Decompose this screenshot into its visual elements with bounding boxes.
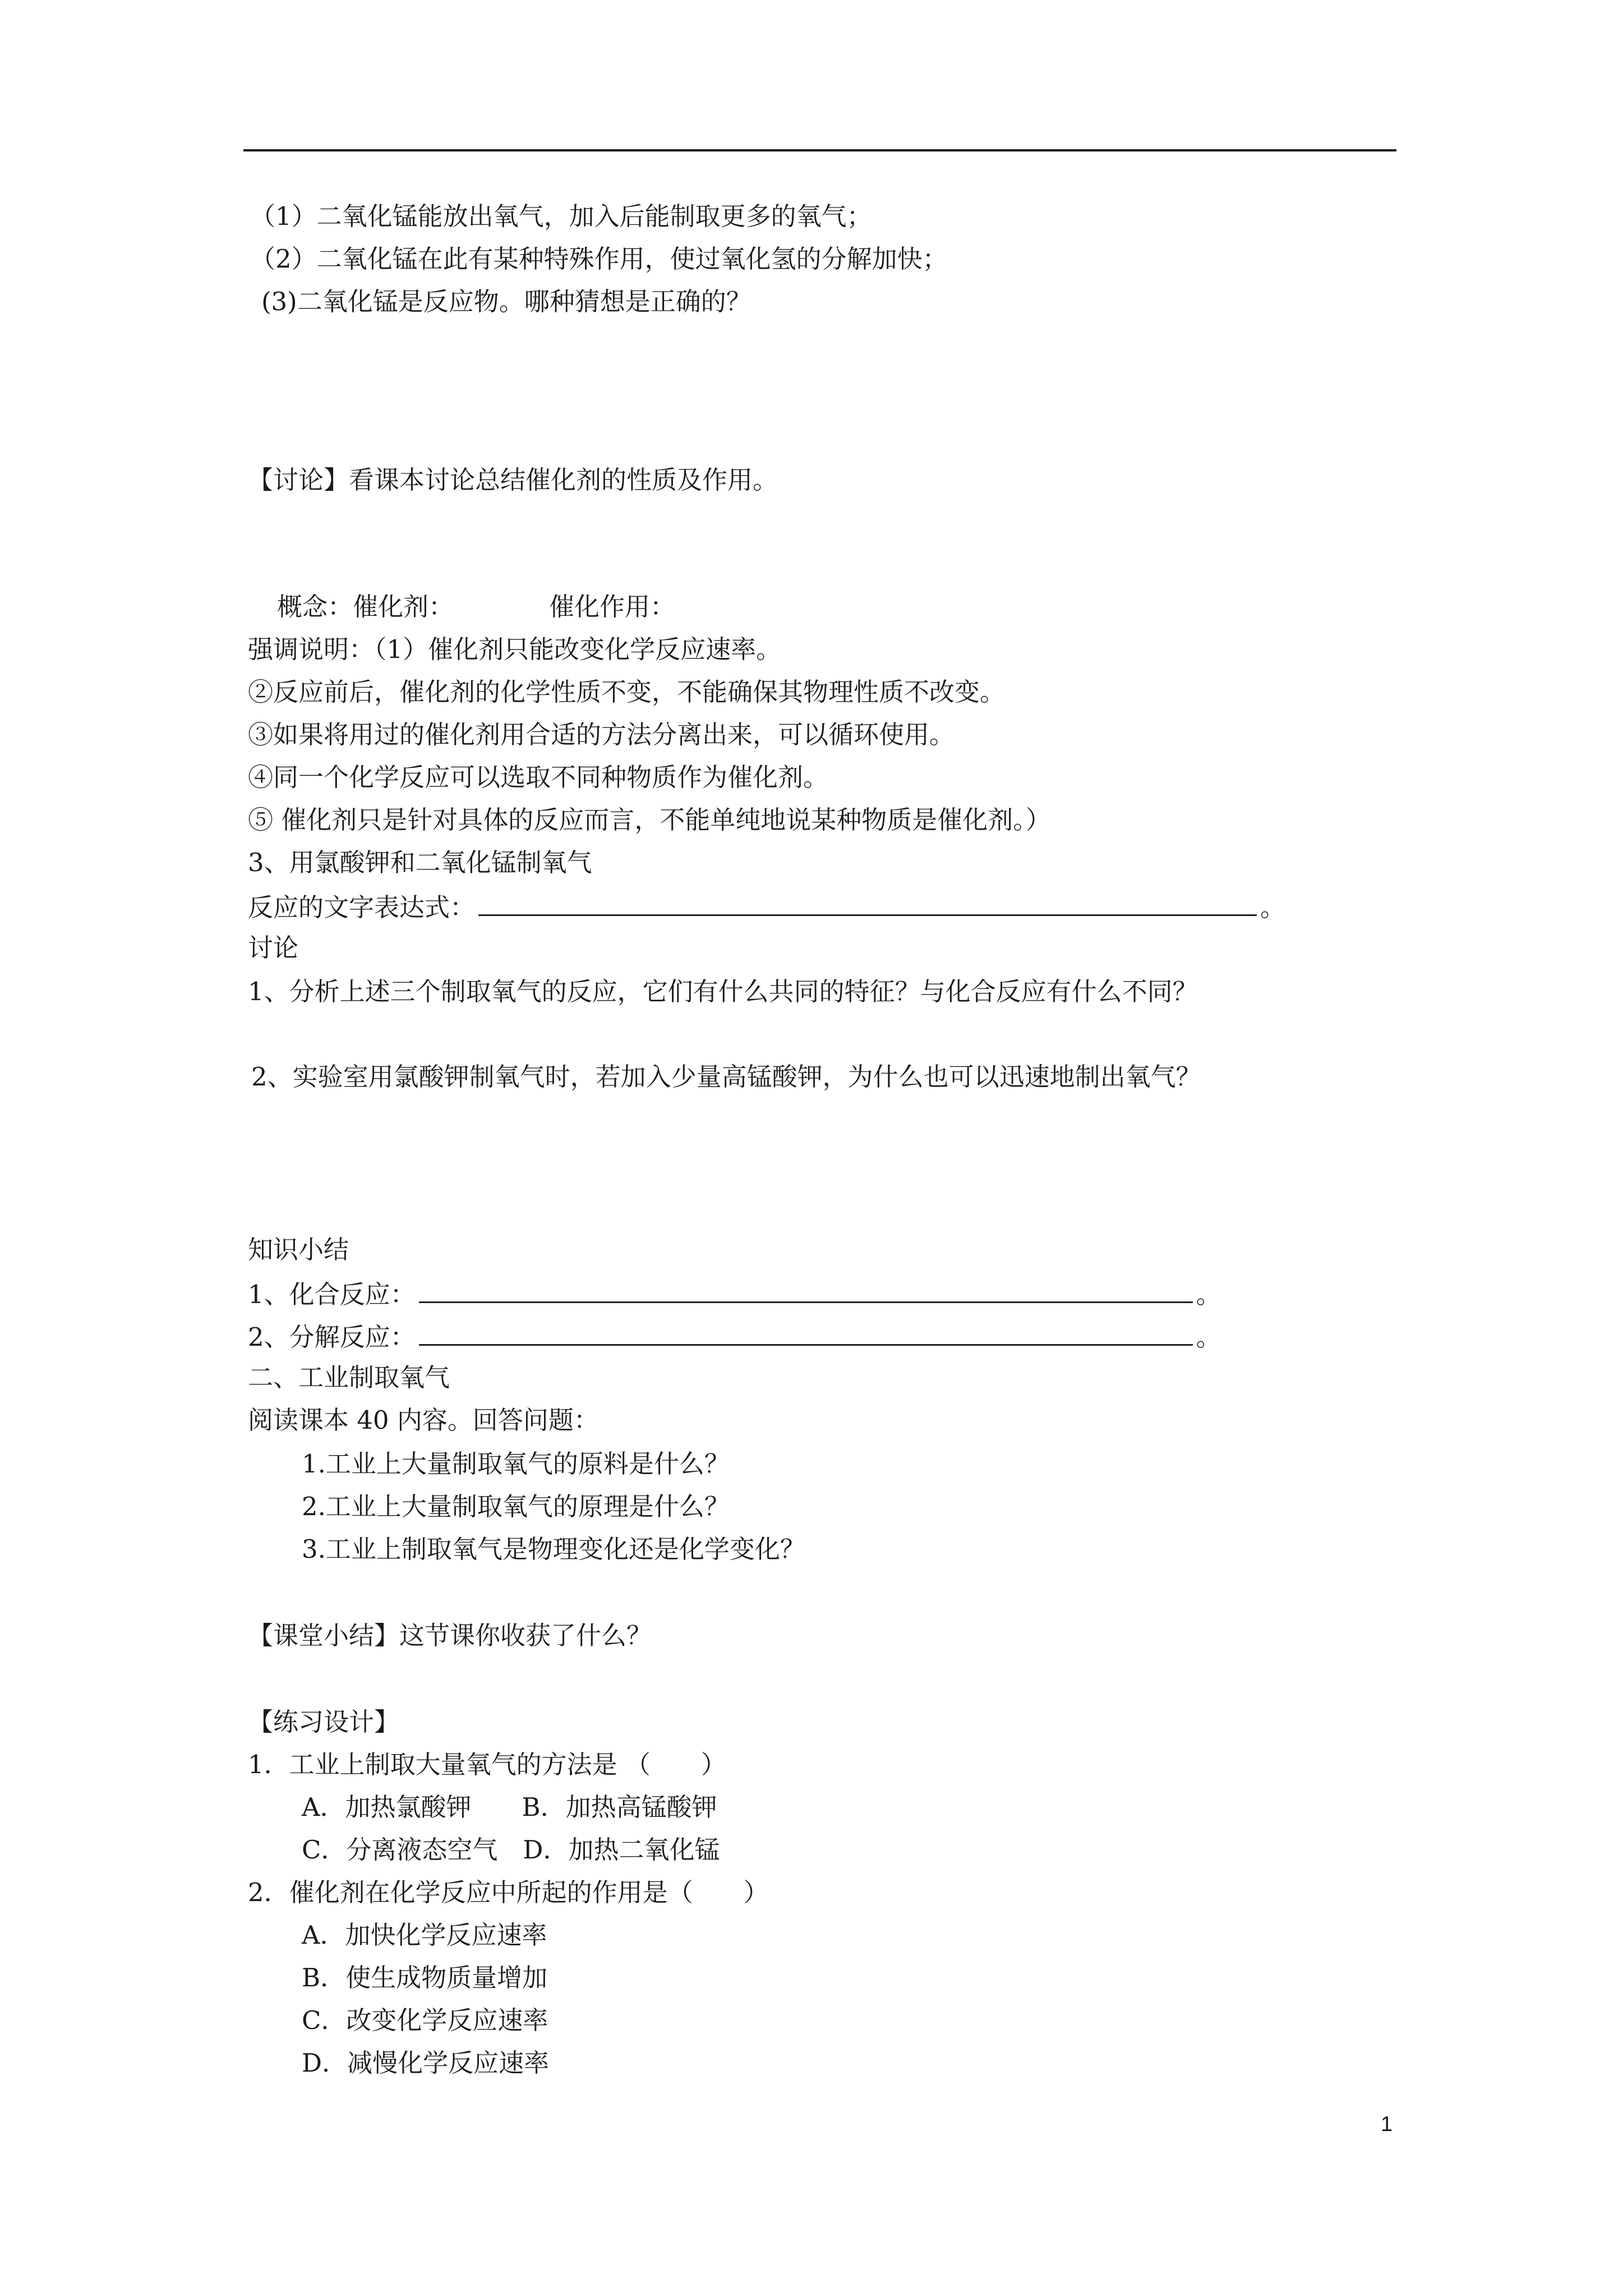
guess-2: （2）二氧化锰在此有某种特殊作用，使过氧化氢的分解加快； xyxy=(250,244,948,274)
guess-3: (3)二氧化锰是反应物。哪种猜想是正确的？ xyxy=(261,287,751,316)
discuss-question-1: 1、分析上述三个制取氧气的反应，它们有什么共同的特征？与化合反应有什么不同？ xyxy=(248,977,1198,1006)
catalysis-label: 催化作用： xyxy=(549,592,676,622)
practice-q2-option-d: D．减慢化学反应速率 xyxy=(302,2048,550,2078)
expression-blank[interactable] xyxy=(478,889,1257,916)
expression-line xyxy=(248,889,1285,924)
practice-q2-option-b: B．使生成物质量增加 xyxy=(302,1963,548,1993)
practice-q2-stem: 2．催化剂在化学反应中所起的作用是（ ） xyxy=(248,1878,769,1907)
combination-line xyxy=(248,1276,1221,1312)
class-summary: 【课堂小结】这节课你收获了什么？ xyxy=(248,1621,652,1650)
decomposition-end: 。 xyxy=(1196,1322,1221,1352)
note-4: ④同一个化学反应可以选取不同种物质作为催化剂。 xyxy=(248,762,829,792)
practice-q1-options-row2: C．分离液态空气 D．加热二氧化锰 xyxy=(302,1835,720,1865)
practice-title: 【练习设计】 xyxy=(248,1707,400,1737)
decomposition-line xyxy=(248,1318,1221,1354)
expression-label: 反应的文字表达式： xyxy=(248,892,476,922)
combination-label: 1、化合反应： xyxy=(248,1280,416,1309)
practice-q1-stem: 1．工业上制取大量氧气的方法是 （ ） xyxy=(248,1750,726,1779)
expression-end: 。 xyxy=(1260,892,1286,922)
note-1: 强调说明：（1）催化剂只能改变化学反应速率。 xyxy=(248,634,782,664)
practice-q2-option-c: C．改变化学反应速率 xyxy=(302,2005,548,2035)
discuss-question-2: 2、实验室用氯酸钾制氧气时，若加入少量高锰酸钾，为什么也可以迅速地制出氧气？ xyxy=(251,1062,1201,1092)
industrial-question-3: 3.工业上制取氧气是物理变化还是化学变化？ xyxy=(302,1534,805,1564)
catalyst-label: 催化剂： xyxy=(353,592,454,622)
industrial-intro: 阅读课本 40 内容。回答问题： xyxy=(248,1405,599,1435)
concept-line xyxy=(277,590,675,624)
industrial-title: 二、工业制取氧气 xyxy=(248,1363,450,1392)
combination-end: 。 xyxy=(1196,1280,1221,1309)
summary-title: 知识小结 xyxy=(248,1235,349,1264)
concept-label: 概念： xyxy=(277,592,353,622)
page-number: 1 xyxy=(1381,2113,1393,2136)
decomposition-blank[interactable] xyxy=(419,1318,1193,1346)
combination-blank[interactable] xyxy=(419,1276,1193,1303)
note-3: ③如果将用过的催化剂用合适的方法分离出来，可以循环使用。 xyxy=(248,720,955,749)
guess-1: （1）二氧化锰能放出氧气，加入后能制取更多的氧气； xyxy=(250,201,872,231)
discuss-title: 讨论 xyxy=(248,933,299,963)
header-rule xyxy=(243,149,1396,151)
industrial-question-2: 2.工业上大量制取氧气的原理是什么？ xyxy=(302,1492,730,1521)
note-5: ⑤ 催化剂只是针对具体的反应而言，不能单纯地说某种物质是催化剂。） xyxy=(248,805,1051,835)
practice-q1-options-row1: A．加热氯酸钾 B．加热高锰酸钾 xyxy=(302,1792,717,1822)
industrial-question-1: 1.工业上大量制取氧气的原料是什么？ xyxy=(302,1449,730,1479)
section3-title: 3、用氯酸钾和二氧化锰制氧气 xyxy=(248,848,592,877)
note-2: ②反应前后，催化剂的化学性质不变，不能确保其物理性质不改变。 xyxy=(248,677,1006,707)
practice-q2-option-a: A．加快化学反应速率 xyxy=(302,1920,547,1950)
decomposition-label: 2、分解反应： xyxy=(248,1322,416,1352)
discussion-heading: 【讨论】看课本讨论总结催化剂的性质及作用。 xyxy=(248,465,778,495)
